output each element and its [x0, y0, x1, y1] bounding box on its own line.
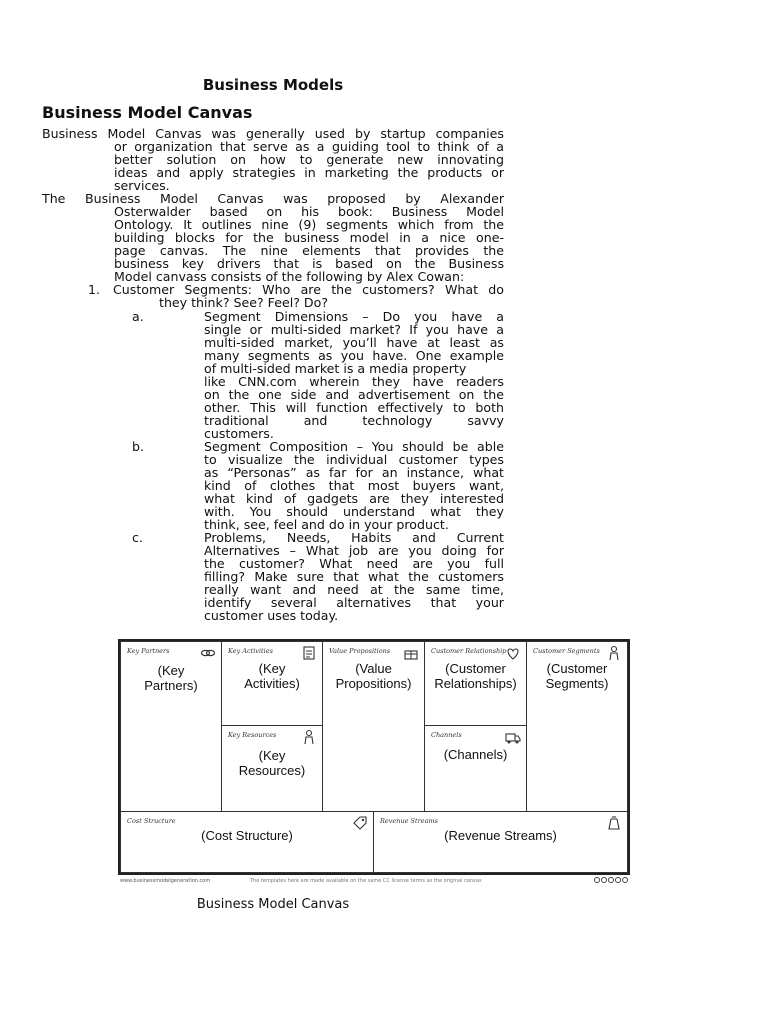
heart-icon	[505, 645, 521, 661]
text-line: as “Personas” as far for an instance, what	[204, 465, 504, 480]
cell-title: Propositions)	[335, 676, 412, 691]
text-line: traditional and technology savvy	[204, 413, 504, 428]
list-marker: c.	[132, 530, 143, 545]
cell-title: Relationships)	[434, 676, 517, 691]
text-line: business key drivers that is based on the Business	[114, 256, 504, 271]
cell-label: Channels	[431, 731, 462, 739]
list-marker: 1.	[88, 282, 101, 297]
cell-title: Partners)	[144, 678, 198, 693]
section-heading: Business Model Canvas	[42, 103, 253, 122]
footer-url: www.businessmodelgeneration.com	[120, 878, 211, 884]
cell-title: (Customer	[445, 661, 506, 676]
text-line: kind of clothes that most buyers want,	[204, 478, 504, 493]
text-line: many segments as you have. One example	[204, 348, 504, 363]
key-partners-cell	[120, 641, 222, 812]
text-line: Segment Composition – You should be able	[204, 439, 504, 454]
checklist-icon	[301, 645, 317, 661]
text-line: customer uses today.	[204, 608, 339, 623]
cell-title: Activities)	[244, 676, 300, 691]
footer-license-note: The templates here are made available on the same CC license terms as the original canvas	[250, 878, 482, 884]
cell-label: Cost Structure	[127, 817, 176, 825]
list-marker: a.	[132, 309, 144, 324]
cell-label: Key Activities	[228, 647, 273, 655]
cell-title: (Cost Structure)	[201, 828, 293, 843]
text-line: ideas and apply strategies in marketing the products or	[114, 165, 504, 180]
cell-label: Key Partners	[127, 647, 170, 655]
text-line: to visualize the individual customer types	[204, 452, 504, 467]
text-line: single or multi-sided market? If you have a	[204, 322, 504, 337]
cost-structure-cell	[120, 811, 374, 873]
gift-icon	[403, 645, 419, 661]
text-line: what kind of gadgets are they interested	[204, 491, 504, 506]
cell-label: Value Propositions	[329, 647, 391, 655]
cell-title: (Key	[157, 663, 185, 678]
cell-title: (Customer	[546, 661, 608, 676]
text-line: services.	[114, 178, 170, 193]
channels-cell	[424, 725, 527, 812]
cell-title: (Value	[355, 661, 392, 676]
cell-title: Resources)	[238, 763, 306, 778]
revenue-streams-cell	[373, 811, 628, 873]
text-line: Business Model Canvas was generally used by startup companies	[42, 126, 504, 141]
people-icon	[606, 645, 622, 661]
text-line: or organization that serve as a guiding tool to think of a	[114, 139, 504, 154]
text-line: on the one side and advertisement on the	[204, 387, 504, 402]
text-line: customers.	[204, 426, 274, 441]
text-line: Segment Dimensions – Do you have a	[204, 309, 504, 324]
text-line: think, see, feel and do in your product.	[204, 517, 449, 532]
text-line: filling? Make sure that what the customers	[204, 569, 504, 584]
text-line: of multi-sided market is a media property	[204, 361, 467, 376]
text-line: Alternatives – What job are you doing for	[204, 543, 504, 558]
cell-title: (Key	[258, 748, 286, 763]
text-line: building blocks for the business model in a nice one-	[114, 230, 504, 245]
key-resources-cell	[221, 725, 323, 812]
text-line: really want and need at the same time,	[204, 582, 504, 597]
cell-label: Revenue Streams	[380, 817, 438, 825]
text-line: Ontology. It outlines nine (9) segments which from the	[114, 217, 504, 232]
text-line: Problems, Needs, Habits and Current	[204, 530, 504, 545]
key-activities-cell	[221, 641, 323, 726]
cell-label: Key Resources	[228, 731, 277, 739]
canvas-footer	[118, 877, 630, 887]
license-badges-icon	[593, 877, 628, 885]
customer-relationship-cell	[424, 641, 527, 726]
list-marker: b.	[132, 439, 144, 454]
cell-title: (Revenue Streams)	[444, 828, 557, 843]
text-line: Model canvass consists of the following by Alex Cowan:	[114, 269, 465, 284]
text-line: multi-sided market, you’ll have at least as	[204, 335, 504, 350]
text-line: like CNN.com wherein they have readers	[204, 374, 504, 389]
figure-caption: Business Model Canvas	[196, 897, 350, 912]
chain-link-icon	[200, 645, 216, 661]
value-propositions-cell	[322, 641, 425, 812]
text-line: other. This will function effectively to both	[204, 400, 504, 415]
cell-label: Customer Segments	[533, 647, 600, 655]
text-line: page canvas. The nine elements that provides the	[114, 243, 504, 258]
text-line: with. You should understand what they	[204, 504, 504, 519]
text-line: better solution on how to generate new innovating	[114, 152, 504, 167]
text-line: The Business Model Canvas was proposed by Alexander	[42, 191, 504, 206]
text-line: they think? See? Feel? Do?	[159, 295, 329, 310]
cell-title: Segments)	[545, 676, 609, 691]
cell-label: Customer Relationship	[431, 647, 507, 655]
cell-title: (Key	[258, 661, 286, 676]
text-line: Osterwalder based on his book: Business Model	[114, 204, 504, 219]
text-line: identify several alternatives that your	[204, 595, 504, 610]
customer-segments-cell	[526, 641, 628, 812]
document-title: Business Models	[202, 76, 344, 94]
truck-icon	[505, 729, 521, 745]
worker-icon	[301, 729, 317, 745]
text-line: the customer? What need are you full	[204, 556, 504, 571]
business-model-canvas	[118, 639, 630, 875]
cell-title: (Channels)	[443, 747, 508, 762]
text-line: Customer Segments: Who are the customers? What do	[113, 282, 504, 297]
